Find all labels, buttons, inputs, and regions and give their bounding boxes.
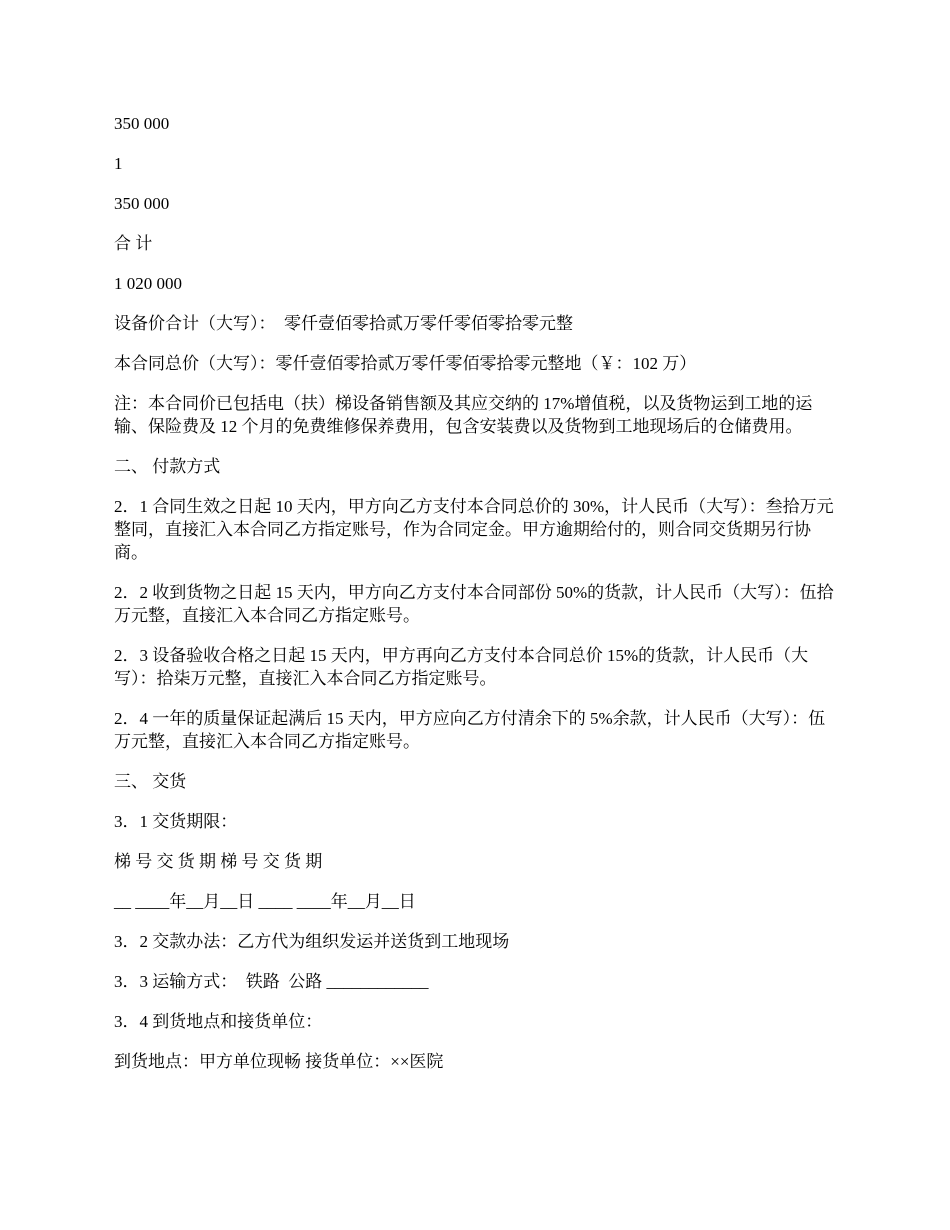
total-amount: 1 020 000 [114, 274, 182, 293]
clause-3-4: 3．4 到货地点和接货单位： [114, 1012, 323, 1031]
clause-3-3: 3．3 运输方式： 铁路 公路 ____________ [114, 972, 429, 991]
clause-3-1: 3．1 交货期限： [114, 812, 238, 831]
clause-2-2: 2．2 收到货物之日起 15 天内，甲方向乙方支付本合同部份 50%的货款，计人民币（大写）：伍拾万元整，直接汇入本合同乙方指定账号。 [114, 583, 834, 625]
clause-2-3: 2．3 设备验收合格之日起 15 天内，甲方再向乙方支付本合同总价 15%的货款，计人民币（大写）：拾柒万元整，直接汇入本合同乙方指定账号。 [114, 646, 809, 688]
amount-row-1: 350 000 [114, 114, 170, 133]
clause-2-4: 2．4 一年的质量保证起满后 15 天内，甲方应向乙方付清余下的 5%余款，计人民币（大写）：伍万元整，直接汇入本合同乙方指定账号。 [114, 709, 826, 751]
price-note: 注：本合同价已包括电（扶）梯设备销售额及其应交纳的 17%增值税，以及货物运到工地的运输、保险费及 12 个月的免费维修保养费用，包含安装费以及货物到工地现场后的仓储费用。 [114, 394, 813, 436]
section-heading-payment: 二、 付款方式 [114, 457, 221, 476]
equipment-total-uppercase: 设备价合计（大写）： 零仟壹佰零拾贰万零仟零佰零拾零元整 [114, 314, 573, 333]
section-heading-delivery: 三、 交货 [114, 772, 187, 791]
amount-row-2: 350 000 [114, 194, 170, 213]
clause-2-1: 2．1 合同生效之日起 10 天内，甲方向乙方支付本合同总价的 30%，计人民币（大写）：叁拾万元整同，直接汇入本合同乙方指定账号，作为合同定金。甲方逾期给付的，则合同交货期另行协商。 [114, 497, 834, 562]
total-label: 合 计 [114, 234, 153, 253]
document-page [114, 112, 842, 1090]
contract-total-uppercase: 本合同总价（大写）：零仟壹佰零拾贰万零仟零佰零拾零元整地（￥：102 万） [114, 354, 697, 373]
delivery-schedule-header: 梯 号 交 货 期 梯 号 交 货 期 [114, 852, 323, 871]
clause-3-2: 3．2 交款办法：乙方代为组织发运并送货到工地现场 [114, 932, 510, 951]
quantity-row: 1 [114, 154, 123, 173]
delivery-schedule-blanks: __ ____年__月__日 ____ ____年__月__日 [114, 892, 416, 911]
delivery-location: 到货地点：甲方单位现畅 接货单位：××医院 [114, 1052, 444, 1071]
